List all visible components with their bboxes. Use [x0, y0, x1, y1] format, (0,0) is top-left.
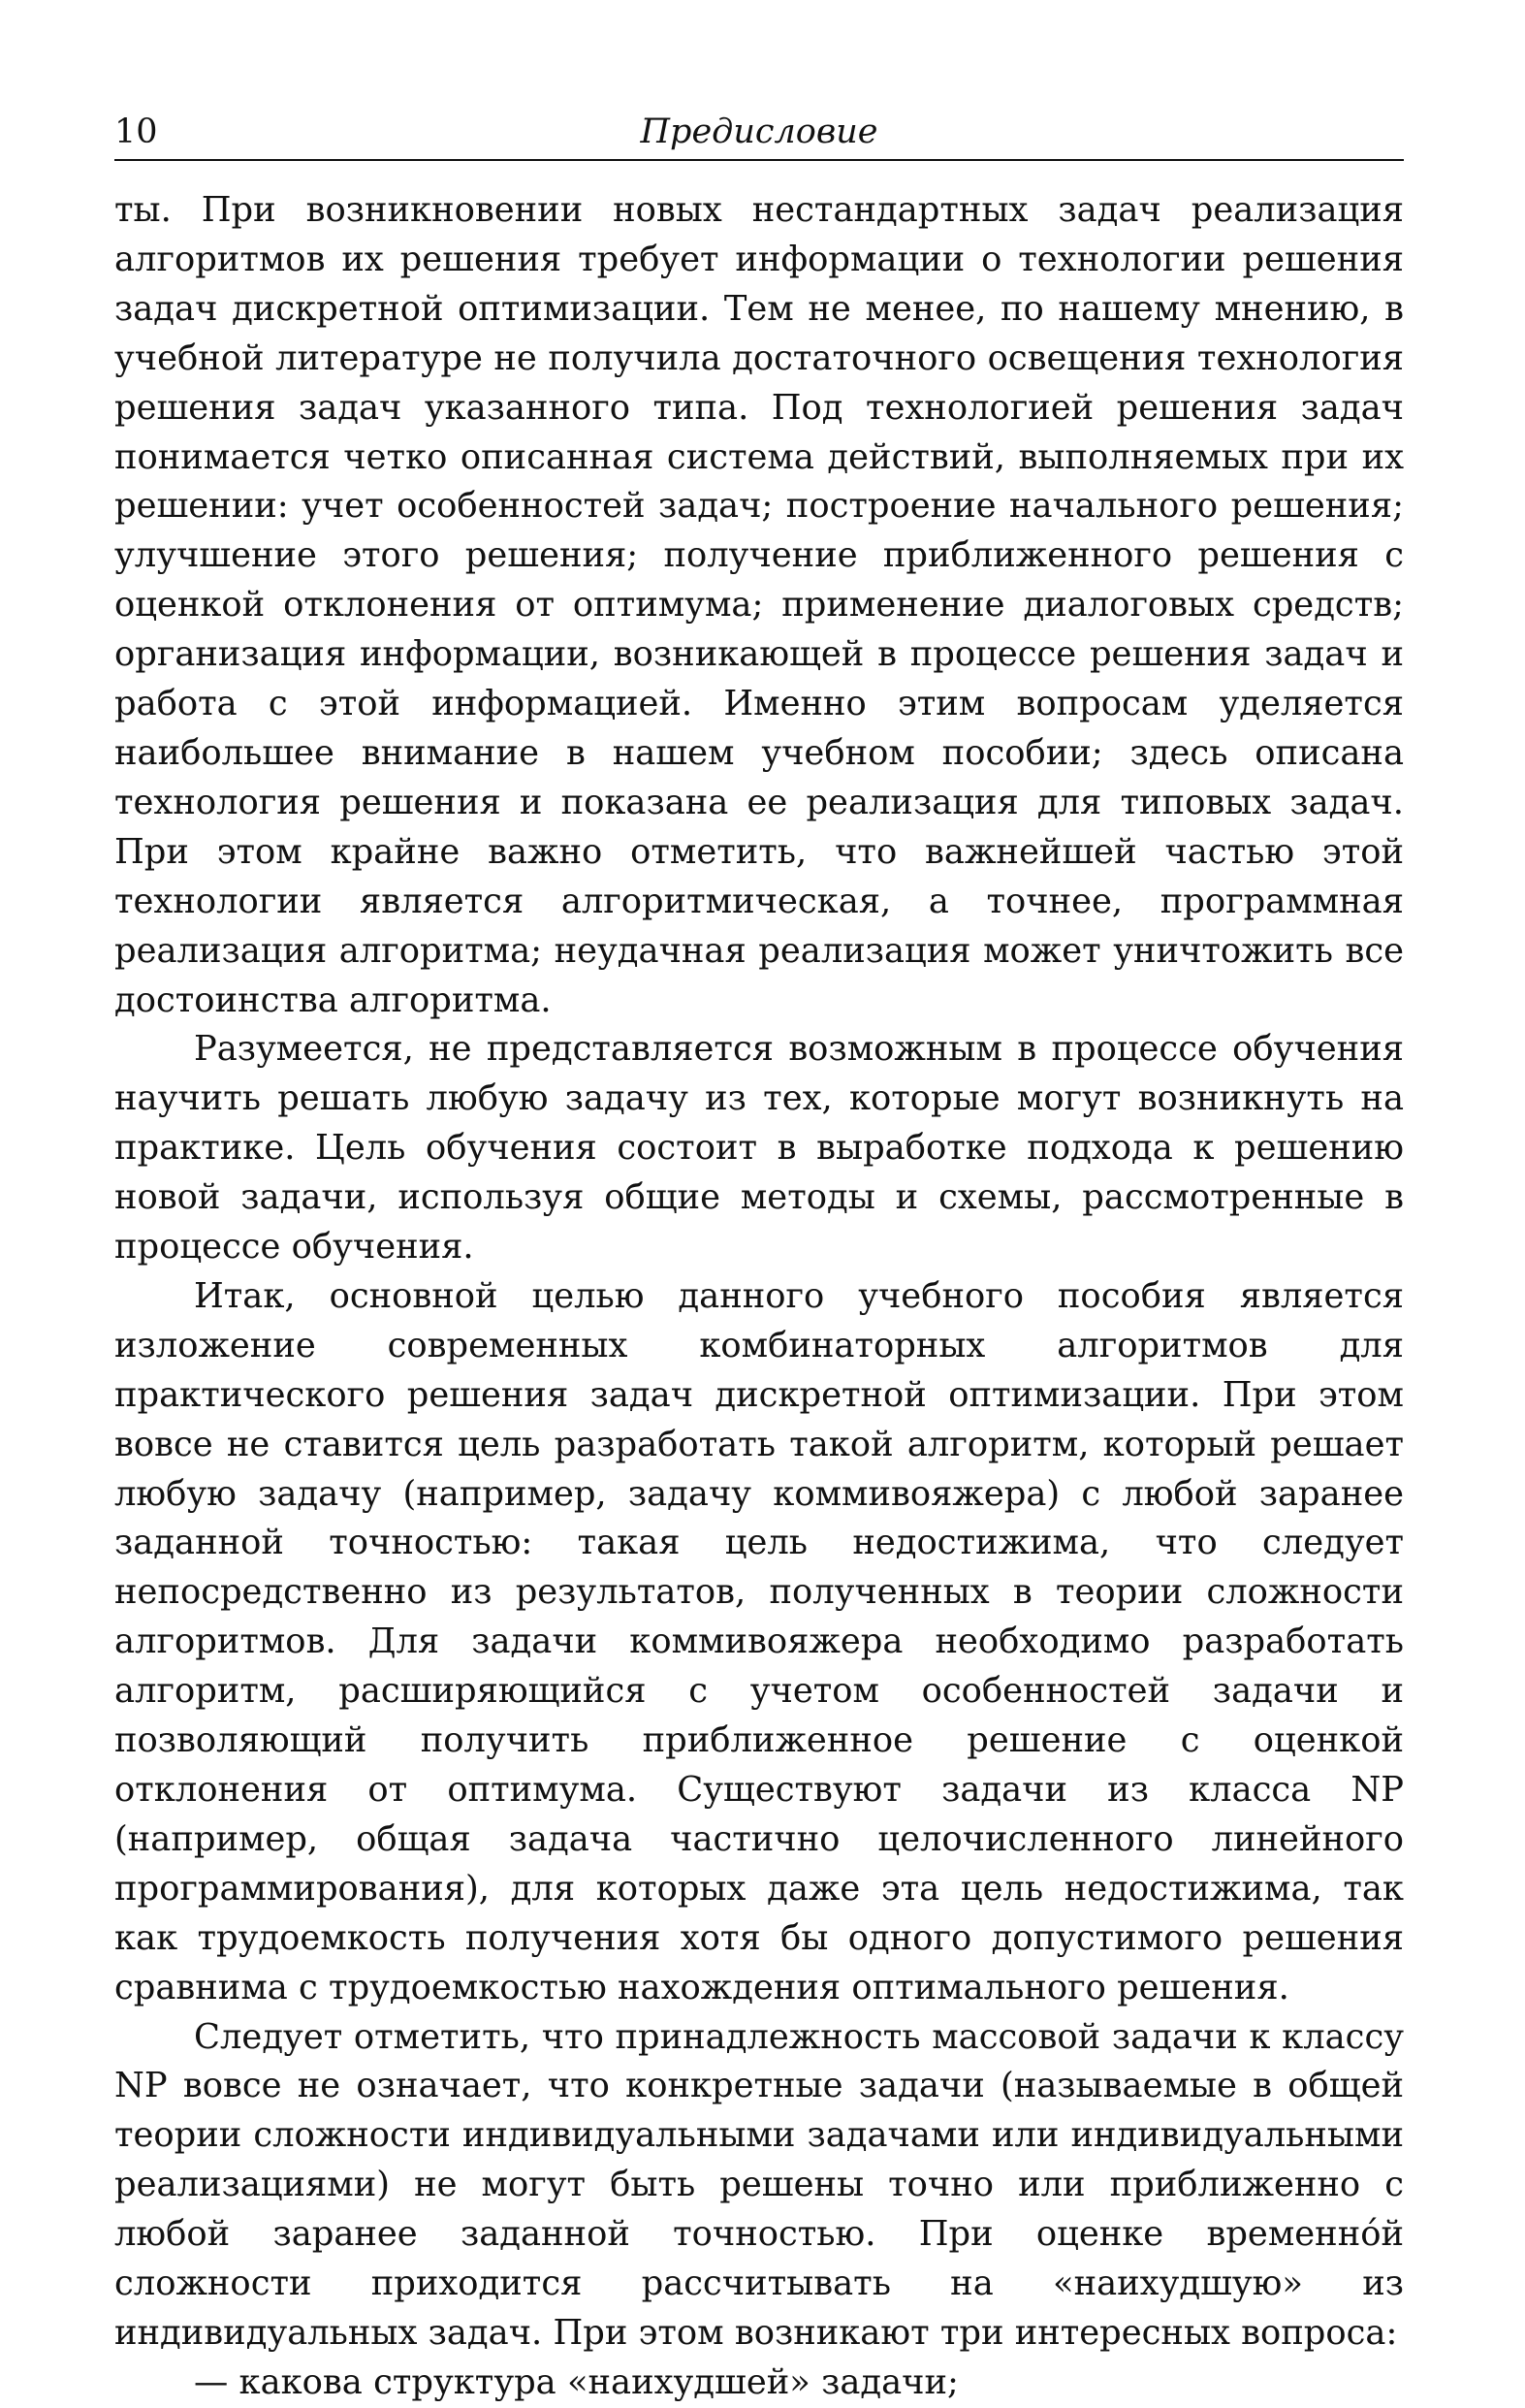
paragraph-continuation: ты. При возникновении новых нестандартных задач реализация алгоритмов их решения требует информации о технологии решения задач дискретной оптимизации. Тем не менее, по нашему мнению, в учебной литературе не получила достаточного освещения технология решения задач указанного типа. Под технологией решения задач понимается четко описанная система действий, выполняемых при их решении: учет особенностей задач; построение начального решения; улучшение этого решения; получение приближенного решения с оценкой отклонения от оптимума; применение диалоговых средств; организация информации, возникающей в процессе решения задач и работа с этой информацией. Именно этим вопросам уделяется наибольшее внимание в нашем учебном пособии; здесь описана технология решения и показана ее реализация для типовых задач. При этом крайне важно отметить, что важнейшей частью этой технологии является алгоритмическая, а точнее, программная реализация алгоритма; неудачная реализация может уничтожить все достоинства алгоритма.	[114, 190, 1404, 1020]
page-number: 10	[114, 112, 158, 151]
book-page	[114, 109, 1404, 2408]
paragraph: Итак, основной целью данного учебного пособия является изложение современных комбинаторных алгоритмов для практического решения задач дискретной оптимизации. При этом вовсе не ставится цель разработать такой алгоритм, который решает любую задачу (например, задачу коммивояжера) с любой заранее заданной точностью: такая цель недостижима, что следует непосредственно из результатов, полученных в теории сложности алгоритмов. Для задачи коммивояжера необходимо разработать алгоритм, расширяющийся с учетом особенностей задачи и позволяющий получить приближенное решение с оценкой отклонения от оптимума. Существуют задачи из класса NP (например, общая задача частично целочисленного линейного программирования), для которых даже эта цель недостижима, так как трудоемкость получения хотя бы одного допустимого решения сравнима с трудоемкостью нахождения оптимального решения.	[114, 1275, 1404, 2007]
running-title: Предисловие	[640, 112, 878, 151]
running-header	[114, 109, 1404, 161]
dash-list-item: — какова структура «наихудшей» задачи;	[194, 2361, 959, 2402]
paragraph: Следует отметить, что принадлежность массовой задачи к классу NP вовсе не означает, что конкретные задачи (называемые в общей теории сложности индивидуальными задачами или индивидуальными реализациями) не могут быть решены точно или приближенно с любой заранее заданной точностью. При оценке временнóй сложности приходится рассчитывать на «наихудшую» из индивидуальных задач. При этом возникают три интересных вопроса:	[114, 2016, 1404, 2353]
body-text	[114, 186, 1404, 2408]
paragraph: Разумеется, не представляется возможным в процессе обучения научить решать любую задачу из тех, которые могут возникнуть на практике. Цель обучения состоит в выработке подхода к решению новой задачи, используя общие методы и схемы, рассмотренные в процессе обучения.	[114, 1029, 1404, 1268]
